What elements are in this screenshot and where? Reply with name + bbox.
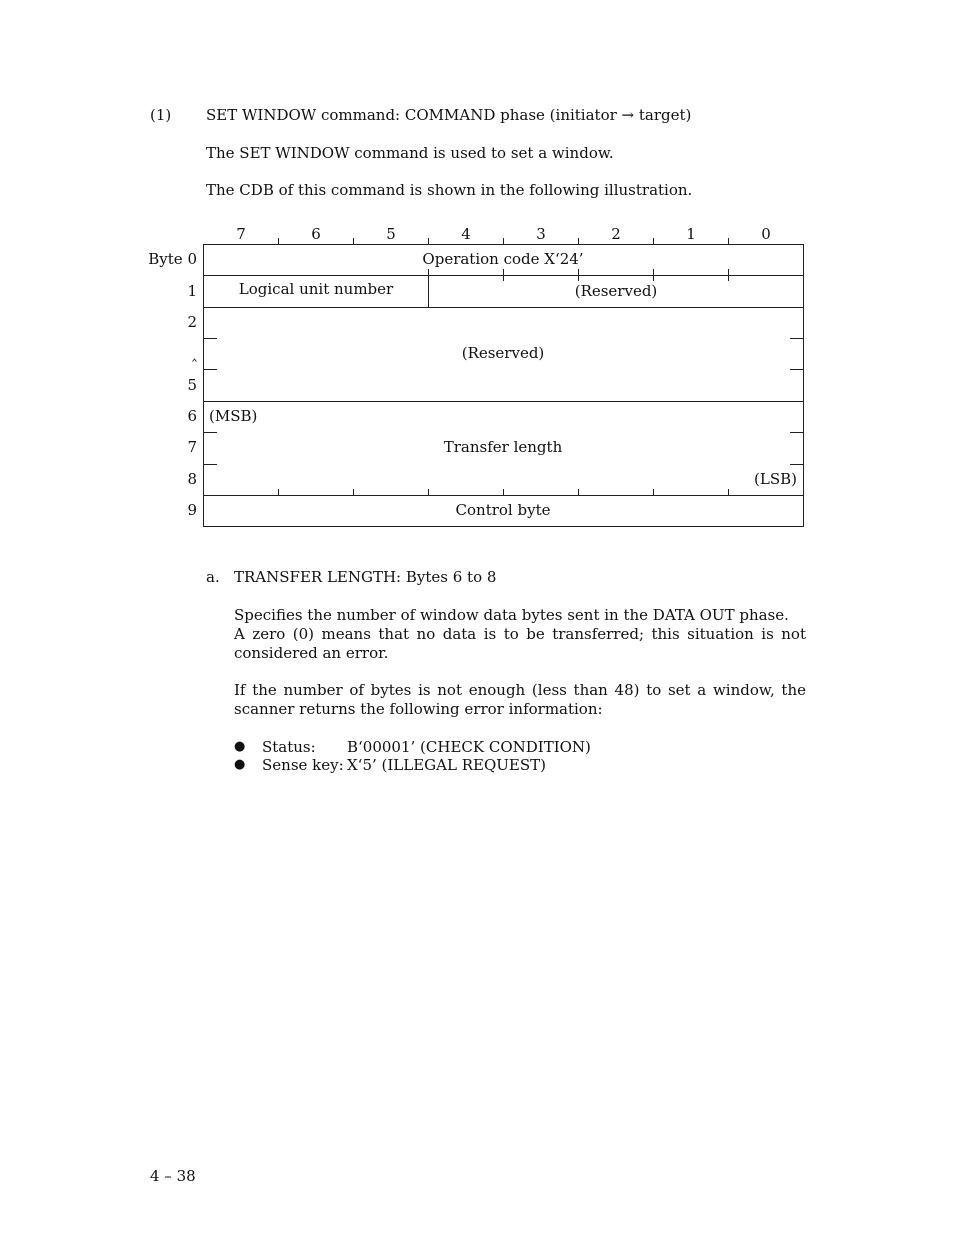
byte-label-7: 7 (187, 438, 197, 456)
bit-number-0: 0 (761, 225, 771, 243)
field-reserved-bytes-2-5: (Reserved) (461, 344, 545, 362)
byte-label-6: 6 (187, 407, 197, 425)
field-msb: (MSB) (209, 407, 258, 425)
field-lsb: (LSB) (754, 470, 797, 488)
field-reserved-byte1: (Reserved) (574, 282, 658, 300)
page-number: 4 – 38 (150, 1167, 196, 1185)
intro-line-1: The SET WINDOW command is used to set a window. (206, 144, 614, 162)
error-sense-key-label: Sense key: (262, 756, 344, 774)
bit-number-2: 2 (611, 225, 621, 243)
bit-number-7: 7 (236, 225, 246, 243)
bullet-icon: ● (234, 757, 246, 772)
field-transfer-length: Transfer length (443, 438, 563, 456)
field-logical-unit-number: Logical unit number (238, 280, 394, 298)
byte-label-0: Byte 0 (148, 250, 197, 268)
section-heading: SET WINDOW command: COMMAND phase (initiator → target) (206, 106, 692, 124)
byte-label-1: 1 (187, 282, 197, 300)
byte-label-9: 9 (187, 501, 197, 519)
byte-label-ellipsis: ‸ (191, 344, 197, 362)
byte-label-2: 2 (187, 313, 197, 331)
byte-label-5: 5 (187, 376, 197, 394)
error-status-label: Status: (262, 738, 316, 756)
transfer-length-para2: If the number of bytes is not enough (less than 48) to set a window, the scanner returns the following error information: (234, 681, 806, 718)
byte-label-8: 8 (187, 470, 197, 488)
error-status-value: B‘00001’ (CHECK CONDITION) (347, 738, 591, 756)
section-number: (1) (150, 106, 172, 124)
field-opcode: Operation code X‘24’ (422, 250, 584, 268)
bullet-icon: ● (234, 739, 246, 754)
bit-number-5: 5 (386, 225, 396, 243)
bit-number-1: 1 (686, 225, 696, 243)
bit-number-3: 3 (536, 225, 546, 243)
intro-line-2: The CDB of this command is shown in the following illustration. (206, 181, 693, 199)
transfer-length-para1-rest: A zero (0) means that no data is to be transferred; this situation is not considered an error. (234, 625, 806, 662)
bit-number-4: 4 (461, 225, 471, 243)
error-sense-key-value: X‘5’ (ILLEGAL REQUEST) (347, 756, 546, 774)
subsection-label: a. (206, 568, 220, 586)
field-control-byte: Control byte (455, 501, 551, 519)
bit-number-6: 6 (311, 225, 321, 243)
subsection-heading: TRANSFER LENGTH: Bytes 6 to 8 (234, 568, 497, 586)
transfer-length-para1-line1: Specifies the number of window data bytes sent in the DATA OUT phase. (234, 606, 789, 624)
